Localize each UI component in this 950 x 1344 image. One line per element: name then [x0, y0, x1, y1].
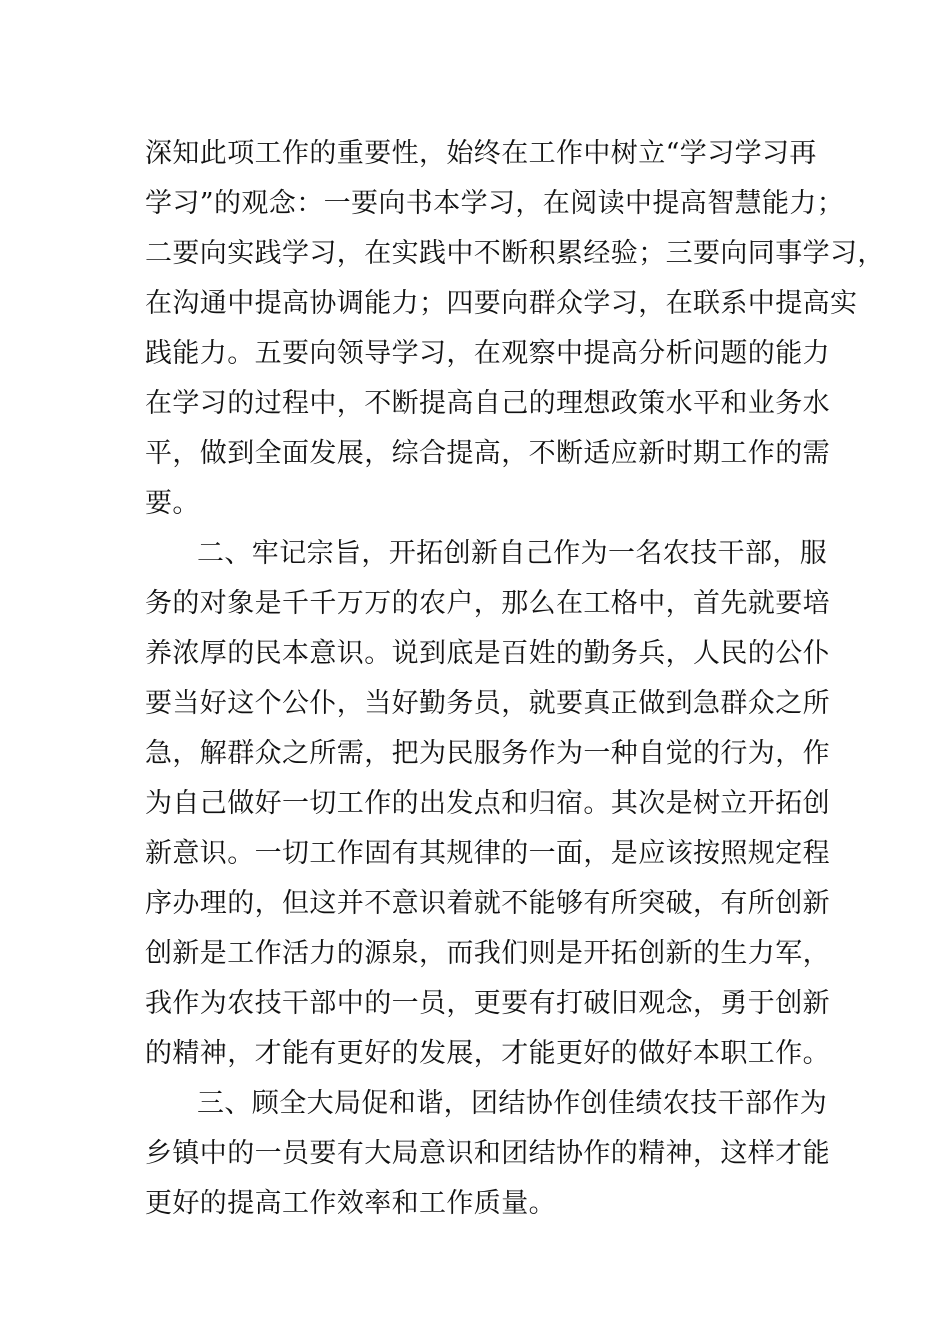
- text-line: 养浓厚的民本意识。说到底是百姓的勤务兵，人民的公仆: [145, 638, 830, 669]
- text-line: 乡镇中的一员要有大局意识和团结协作的精神，这样才能: [145, 1138, 830, 1169]
- text-line: 为自己做好一切工作的出发点和归宿。其次是树立开拓创: [145, 788, 830, 819]
- text-line: 务的对象是千千万万的农户，那么在工格中，首先就要培: [145, 588, 830, 619]
- text-line: 创新是工作活力的源泉，而我们则是开拓创新的生力军，: [145, 938, 830, 969]
- text-line: 的精神，才能有更好的发展，才能更好的做好本职工作。: [145, 1038, 830, 1069]
- text-line: 二要向实践学习，在实践中不断积累经验；三要向同事学习，: [145, 238, 885, 269]
- text-line: 在沟通中提高协调能力；四要向群众学习，在联系中提高实: [145, 288, 858, 319]
- text-line: 新意识。一切工作固有其规律的一面，是应该按照规定程: [145, 838, 830, 869]
- paragraph-start-line: 二、牢记宗旨，开拓创新自己作为一名农技干部，服: [197, 538, 828, 569]
- text-line: 序办理的，但这并不意识着就不能够有所突破，有所创新: [145, 888, 830, 919]
- text-line: 更好的提高工作效率和工作质量。: [145, 1188, 556, 1219]
- paragraph-start-line: 三、顾全大局促和谐，团结协作创佳绩农技干部作为: [197, 1088, 828, 1119]
- text-line: 急，解群众之所需，把为民服务作为一种自觉的行为，作: [145, 738, 830, 769]
- text-line: 要。: [145, 488, 200, 519]
- text-line: 践能力。五要向领导学习，在观察中提高分析问题的能力: [145, 338, 830, 369]
- text-line: 我作为农技干部中的一员，更要有打破旧观念，勇于创新: [145, 988, 830, 1019]
- text-line: 在学习的过程中，不断提高自己的理想政策水平和业务水: [145, 388, 830, 419]
- text-line: 平，做到全面发展，综合提高，不断适应新时期工作的需: [145, 438, 830, 469]
- text-line: 学习”的观念：一要向书本学习，在阅读中提高智慧能力；: [145, 188, 845, 219]
- text-line: 要当好这个公仆，当好勤务员，就要真正做到急群众之所: [145, 688, 830, 719]
- text-line: 深知此项工作的重要性，始终在工作中树立“学习学习再: [145, 138, 817, 169]
